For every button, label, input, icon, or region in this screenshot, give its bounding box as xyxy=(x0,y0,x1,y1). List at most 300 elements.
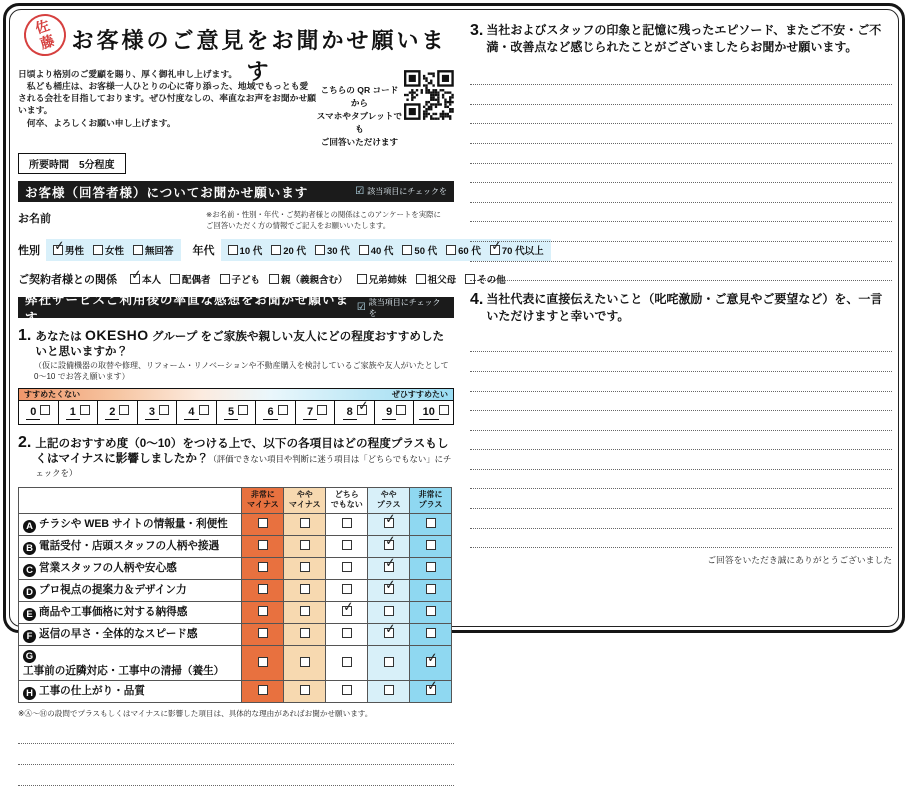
matrix-cell-A-4[interactable] xyxy=(410,513,452,535)
qr-caption-line: こちらの QR コードから xyxy=(317,84,403,110)
row-letter-badge: E xyxy=(23,608,36,621)
check-note-label: 該当項目にチェックを xyxy=(369,297,447,319)
scale-number: 6 xyxy=(263,406,277,420)
relation-option-label: 子ども xyxy=(232,272,261,286)
relation-options xyxy=(123,268,513,290)
relation-checkbox[interactable] xyxy=(130,274,140,284)
matrix-cell-A-0[interactable] xyxy=(242,513,284,535)
scale-checkbox-2[interactable] xyxy=(119,405,129,415)
matrix-checkbox-B-3[interactable] xyxy=(384,540,394,550)
scale-right-label: ぜひすすめたい xyxy=(392,389,448,400)
question-4 xyxy=(470,291,892,325)
name-write-area[interactable] xyxy=(78,210,206,232)
relation-checkbox[interactable] xyxy=(170,274,180,284)
scale-cell-2[interactable] xyxy=(98,401,138,424)
checkmark-icon: ✓ xyxy=(357,399,369,413)
row-letter-badge: F xyxy=(23,630,36,643)
scale-cell-7[interactable] xyxy=(296,401,336,424)
scale-number: 4 xyxy=(184,406,198,420)
checked-box-icon: ☑ xyxy=(357,302,366,313)
question-1-subtext: （仮に設備機器の取替や修理、リフォーム・リノベーションや不動産購入を検討しているご家族や友人がいたとして 0～10 でお答え願います） xyxy=(34,361,454,382)
survey-sheet xyxy=(3,3,905,633)
matrix-checkbox-C-4[interactable] xyxy=(426,562,436,572)
scale-cell-4[interactable] xyxy=(177,401,217,424)
matrix-row-text: 電話受付・店頭スタッフの人柄や接遇 xyxy=(39,540,219,552)
matrix-checkbox-A-0[interactable] xyxy=(258,518,268,528)
name-note xyxy=(206,210,454,231)
matrix-cell-F-1[interactable] xyxy=(284,623,326,645)
matrix-row-label-B xyxy=(19,535,242,557)
matrix-cell-A-3[interactable] xyxy=(368,513,410,535)
relation-option-label: 祖父母 xyxy=(428,272,457,286)
nps-scale-cells xyxy=(19,401,453,424)
age-checkbox[interactable] xyxy=(402,245,412,255)
gender-checkbox[interactable] xyxy=(93,245,103,255)
matrix-cell-H-3[interactable] xyxy=(368,680,410,702)
age-checkbox[interactable] xyxy=(446,245,456,255)
checkmark-icon: ✓ xyxy=(426,650,438,664)
thanks-message: ご回答をいただき誠にありがとうございました xyxy=(470,553,892,566)
matrix-checkbox-D-3[interactable] xyxy=(384,584,394,594)
matrix-checkbox-F-0[interactable] xyxy=(258,628,268,638)
matrix-checkbox-F-1[interactable] xyxy=(300,628,310,638)
matrix-checkbox-D-2[interactable] xyxy=(342,584,352,594)
matrix-column-header-line: プラス xyxy=(410,500,451,510)
matrix-cell-G-1[interactable] xyxy=(284,645,326,680)
option-relation[interactable] xyxy=(130,272,161,286)
matrix-row-E xyxy=(19,601,452,623)
matrix-checkbox-F-3[interactable] xyxy=(384,628,394,638)
matrix-checkbox-E-2[interactable] xyxy=(342,606,352,616)
intro-line: 日頃より格別のご愛顧を賜り、厚く御礼申し上げます。 xyxy=(18,68,317,80)
write-line[interactable] xyxy=(470,529,892,549)
matrix-column-header-2 xyxy=(326,487,368,513)
checkmark-icon: ✓ xyxy=(342,600,354,614)
question-4-write-lines xyxy=(470,333,892,549)
reason-write-lines xyxy=(18,723,454,786)
scale-cell-8[interactable] xyxy=(335,401,375,424)
write-line[interactable] xyxy=(470,372,892,392)
relation-option-label: その他 xyxy=(477,272,506,286)
scale-number: 0 xyxy=(26,406,40,420)
matrix-row-text: 工事の仕上がり・品質 xyxy=(39,685,145,697)
matrix-cell-B-4[interactable] xyxy=(410,535,452,557)
age-checkbox[interactable] xyxy=(359,245,369,255)
matrix-checkbox-A-4[interactable] xyxy=(426,518,436,528)
option-gender[interactable] xyxy=(93,243,124,257)
option-relation[interactable] xyxy=(416,272,457,286)
scale-checkbox-7[interactable] xyxy=(317,405,327,415)
matrix-checkbox-D-0[interactable] xyxy=(258,584,268,594)
matrix-cell-F-4[interactable] xyxy=(410,623,452,645)
duration-box: 所要時間 5分程度 xyxy=(18,153,126,174)
scale-checkbox-3[interactable] xyxy=(159,405,169,415)
matrix-cell-G-3[interactable] xyxy=(368,645,410,680)
write-line[interactable] xyxy=(470,450,892,470)
scale-left-label: すすめたくない xyxy=(24,389,80,400)
age-label: 年代 xyxy=(193,242,215,258)
matrix-checkbox-B-4[interactable] xyxy=(426,540,436,550)
matrix-row-label-G xyxy=(19,645,242,680)
checkmark-icon: ✓ xyxy=(53,239,65,253)
matrix-cell-C-4[interactable] xyxy=(410,557,452,579)
question-2-subtext: （評価できない項目や判断に迷う項目は「どちらでもない」にチェックを） xyxy=(35,454,451,478)
question-1-number: 1. xyxy=(18,327,31,345)
matrix-cell-A-2[interactable] xyxy=(326,513,368,535)
matrix-cell-E-1[interactable] xyxy=(284,601,326,623)
relation-checkbox[interactable] xyxy=(269,274,279,284)
matrix-checkbox-H-0[interactable] xyxy=(258,685,268,695)
scale-number: 1 xyxy=(66,406,80,420)
matrix-cell-E-3[interactable] xyxy=(368,601,410,623)
matrix-cell-D-1[interactable] xyxy=(284,579,326,601)
row-letter-badge: G xyxy=(23,650,36,663)
relation-checkbox[interactable] xyxy=(357,274,367,284)
age-option-label: 10 代 xyxy=(240,243,263,257)
checkmark-icon: ✓ xyxy=(384,512,396,526)
matrix-column-header-line: プラス xyxy=(368,500,409,510)
impact-matrix-table xyxy=(18,487,452,703)
option-age[interactable] xyxy=(315,243,350,257)
matrix-cell-E-4[interactable] xyxy=(410,601,452,623)
scale-checkbox-4[interactable] xyxy=(199,405,209,415)
matrix-checkbox-B-0[interactable] xyxy=(258,540,268,550)
option-gender[interactable] xyxy=(133,243,174,257)
scale-cell-5[interactable] xyxy=(217,401,257,424)
row-letter-badge: B xyxy=(23,542,36,555)
matrix-cell-B-0[interactable] xyxy=(242,535,284,557)
matrix-column-header-line: マイナス xyxy=(242,500,283,510)
write-line[interactable] xyxy=(470,352,892,372)
matrix-row-A xyxy=(19,513,452,535)
matrix-checkbox-G-0[interactable] xyxy=(258,657,268,667)
section-header-feedback xyxy=(18,297,454,318)
section-header-about xyxy=(18,181,454,202)
question-2-text: 上記のおすすめ度（0～10）をつける上で、以下の各項目はどの程度プラスもしくはマイナスに影響しましたか？（評価できない項目や判断に迷う項目は「どちらでもない」にチェックを） xyxy=(35,437,454,480)
matrix-row-label-E xyxy=(19,601,242,623)
checkmark-icon: ✓ xyxy=(384,578,396,592)
matrix-checkbox-B-1[interactable] xyxy=(300,540,310,550)
scale-checkbox-5[interactable] xyxy=(238,405,248,415)
question-2 xyxy=(18,434,454,480)
matrix-checkbox-A-2[interactable] xyxy=(342,518,352,528)
matrix-cell-B-3[interactable] xyxy=(368,535,410,557)
matrix-row-text: 返信の早さ・全体的なスピード感 xyxy=(39,628,197,640)
matrix-row-D xyxy=(19,579,452,601)
write-line[interactable] xyxy=(470,489,892,509)
relation-option-label: 兄弟姉妹 xyxy=(369,272,407,286)
left-page xyxy=(18,14,454,624)
option-relation[interactable] xyxy=(220,272,261,286)
checkmark-icon: ✓ xyxy=(384,622,396,636)
matrix-column-header-line: 非常に xyxy=(242,490,283,500)
write-line[interactable] xyxy=(470,262,892,282)
age-option-label: 40 代 xyxy=(371,243,394,257)
name-label: お名前 xyxy=(18,210,78,226)
write-line[interactable] xyxy=(18,744,454,765)
matrix-column-header-3 xyxy=(368,487,410,513)
matrix-column-header-0 xyxy=(242,487,284,513)
scale-number: 8 xyxy=(343,406,357,420)
relation-label: ご契約者様との関係 xyxy=(18,271,117,287)
section-header-feedback-label: 弊社サービスご利用後の率直な感想をお聞かせ願います xyxy=(25,290,357,326)
write-line[interactable] xyxy=(470,124,892,144)
matrix-cell-C-0[interactable] xyxy=(242,557,284,579)
write-line[interactable] xyxy=(470,509,892,529)
age-option-label: 50 代 xyxy=(414,243,437,257)
matrix-checkbox-B-2[interactable] xyxy=(342,540,352,550)
matrix-row-F xyxy=(19,623,452,645)
matrix-cell-H-1[interactable] xyxy=(284,680,326,702)
scale-cell-1[interactable] xyxy=(59,401,99,424)
question-1-text: あなたは OKESHO グループ をご家族や親しい友人にどの程度おすすめしたいと思いますか？ xyxy=(35,327,454,359)
matrix-row-text: プロ視点の提案力＆デザイン力 xyxy=(39,584,187,596)
matrix-cell-F-2[interactable] xyxy=(326,623,368,645)
question-3-number: 3. xyxy=(470,22,483,40)
matrix-cell-D-4[interactable] xyxy=(410,579,452,601)
brand-name: OKESHO xyxy=(85,327,149,343)
matrix-column-header-line: やや xyxy=(284,490,325,500)
write-line[interactable] xyxy=(470,105,892,125)
matrix-checkbox-E-0[interactable] xyxy=(258,606,268,616)
matrix-checkbox-G-1[interactable] xyxy=(300,657,310,667)
age-option-label: 60 代 xyxy=(458,243,481,257)
matrix-cell-H-4[interactable] xyxy=(410,680,452,702)
matrix-checkbox-H-3[interactable] xyxy=(384,685,394,695)
relation-checkbox[interactable] xyxy=(416,274,426,284)
scale-cell-3[interactable] xyxy=(138,401,178,424)
checkmark-icon: ✓ xyxy=(384,534,396,548)
checkmark-icon: ✓ xyxy=(384,556,396,570)
matrix-cell-B-2[interactable] xyxy=(326,535,368,557)
matrix-checkbox-E-1[interactable] xyxy=(300,606,310,616)
matrix-checkbox-C-2[interactable] xyxy=(342,562,352,572)
write-line[interactable] xyxy=(18,765,454,786)
nps-scale xyxy=(18,388,454,425)
matrix-checkbox-H-4[interactable] xyxy=(426,685,436,695)
matrix-column-header-line: どちら xyxy=(326,490,367,500)
matrix-cell-H-2[interactable] xyxy=(326,680,368,702)
matrix-cell-C-1[interactable] xyxy=(284,557,326,579)
matrix-cell-A-1[interactable] xyxy=(284,513,326,535)
matrix-checkbox-F-4[interactable] xyxy=(426,628,436,638)
matrix-row-text: 営業スタッフの人柄や安心感 xyxy=(39,562,177,574)
matrix-cell-F-0[interactable] xyxy=(242,623,284,645)
matrix-row-text: 工事前の近隣対応・工事中の清掃（養生） xyxy=(23,665,224,677)
nps-scale-gradient xyxy=(19,389,453,401)
matrix-row-label-A xyxy=(19,513,242,535)
scale-number: 10 xyxy=(419,406,439,420)
write-line[interactable] xyxy=(18,723,454,744)
matrix-checkbox-A-3[interactable] xyxy=(384,518,394,528)
option-gender[interactable] xyxy=(53,243,84,257)
scale-cell-0[interactable] xyxy=(19,401,59,424)
row-letter-badge: C xyxy=(23,564,36,577)
matrix-cell-G-4[interactable] xyxy=(410,645,452,680)
scale-number: 7 xyxy=(303,406,317,420)
gender-checkbox[interactable] xyxy=(53,245,63,255)
matrix-checkbox-D-4[interactable] xyxy=(426,584,436,594)
option-age[interactable] xyxy=(228,243,263,257)
write-line[interactable] xyxy=(470,222,892,242)
checkmark-icon: ✓ xyxy=(426,679,438,693)
scale-number: 2 xyxy=(105,406,119,420)
matrix-cell-D-2[interactable] xyxy=(326,579,368,601)
name-note-line: ご回答いただく方の情報でご記入をお願いいたします。 xyxy=(206,221,454,232)
write-line[interactable] xyxy=(470,431,892,451)
matrix-cell-F-3[interactable] xyxy=(368,623,410,645)
matrix-column-header-line: 非常に xyxy=(410,490,451,500)
write-line[interactable] xyxy=(470,392,892,412)
matrix-cell-C-2[interactable] xyxy=(326,557,368,579)
gender-option-label: 男性 xyxy=(65,243,84,257)
matrix-checkbox-H-2[interactable] xyxy=(342,685,352,695)
matrix-row-label-H xyxy=(19,680,242,702)
matrix-checkbox-G-3[interactable] xyxy=(384,657,394,667)
write-line[interactable] xyxy=(470,66,892,86)
matrix-column-header-line: でもない xyxy=(326,500,367,510)
matrix-checkbox-E-3[interactable] xyxy=(384,606,394,616)
matrix-row-C xyxy=(19,557,452,579)
matrix-checkbox-F-2[interactable] xyxy=(342,628,352,638)
question-2-number: 2. xyxy=(18,434,31,452)
relation-option-label: 本人 xyxy=(142,272,161,286)
option-age[interactable] xyxy=(359,243,394,257)
question-3-write-lines xyxy=(470,66,892,282)
write-line[interactable] xyxy=(470,470,892,490)
checked-box-icon: ☑ xyxy=(355,186,364,197)
matrix-cell-G-2[interactable] xyxy=(326,645,368,680)
write-line[interactable] xyxy=(470,242,892,262)
option-age[interactable] xyxy=(402,243,437,257)
write-line[interactable] xyxy=(470,333,892,353)
matrix-checkbox-C-3[interactable] xyxy=(384,562,394,572)
age-checkbox[interactable] xyxy=(271,245,281,255)
matrix-note: ※Ⓐ～Ⓗの設問でプラスもしくはマイナスに影響した項目は、具体的な理由があればお聞かせ願います。 xyxy=(18,708,454,719)
row-letter-badge: A xyxy=(23,520,36,533)
scale-checkbox-9[interactable] xyxy=(396,405,406,415)
row-letter-badge: H xyxy=(23,687,36,700)
matrix-checkbox-D-1[interactable] xyxy=(300,584,310,594)
hanko-stamp: 佐藤 xyxy=(19,9,72,62)
matrix-column-header-4 xyxy=(410,487,452,513)
scale-number: 3 xyxy=(145,406,159,420)
matrix-corner-cell xyxy=(19,487,242,513)
matrix-row-text: チラシや WEB サイトの情報量・利便性 xyxy=(39,518,228,530)
age-checkbox[interactable] xyxy=(228,245,238,255)
scale-number: 5 xyxy=(224,406,238,420)
matrix-column-header-line: マイナス xyxy=(284,500,325,510)
qr-caption-line: ご回答いただけます xyxy=(317,136,403,149)
scale-cell-9[interactable] xyxy=(375,401,415,424)
option-age[interactable] xyxy=(271,243,306,257)
option-relation[interactable] xyxy=(269,272,348,286)
page-title: お客様のご意見をお聞かせ願います xyxy=(18,14,454,86)
check-note xyxy=(355,186,447,197)
matrix-column-header-line: やや xyxy=(368,490,409,500)
matrix-cell-G-0[interactable] xyxy=(242,645,284,680)
qr-caption-line: スマホやタブレットでも xyxy=(317,110,403,136)
matrix-cell-B-1[interactable] xyxy=(284,535,326,557)
check-note xyxy=(357,297,447,319)
matrix-cell-C-3[interactable] xyxy=(368,557,410,579)
question-1 xyxy=(18,327,454,382)
age-option-label: 70 代以上 xyxy=(502,243,544,257)
matrix-cell-D-3[interactable] xyxy=(368,579,410,601)
matrix-cell-E-2[interactable] xyxy=(326,601,368,623)
age-option-label: 20 代 xyxy=(283,243,306,257)
matrix-row-B xyxy=(19,535,452,557)
age-checkbox[interactable] xyxy=(315,245,325,255)
name-note-line: ※お名前・性別・年代・ご契約者様との関係はこのアンケートを実際に xyxy=(206,210,454,221)
scale-checkbox-8[interactable] xyxy=(357,405,367,415)
relation-option-label: 配偶者 xyxy=(182,272,211,286)
gender-checkbox[interactable] xyxy=(133,245,143,255)
scale-checkbox-1[interactable] xyxy=(80,405,90,415)
matrix-row-H xyxy=(19,680,452,702)
right-page xyxy=(470,14,892,624)
matrix-row-text: 商品や工事価格に対する納得感 xyxy=(39,606,187,618)
gender-label: 性別 xyxy=(18,242,40,258)
matrix-checkbox-H-1[interactable] xyxy=(300,685,310,695)
matrix-row-label-D xyxy=(19,579,242,601)
matrix-row-label-C xyxy=(19,557,242,579)
write-line[interactable] xyxy=(470,164,892,184)
question-4-text: 当社代表に直接伝えたいこと（叱咤激励・ご意見やご要望など）を、一言いただけますと幸いです。 xyxy=(486,291,892,325)
matrix-header-row xyxy=(19,487,452,513)
gender-option-label: 女性 xyxy=(105,243,124,257)
checkmark-icon: ✓ xyxy=(130,268,142,282)
section-header-about-label: お客様（回答者様）についてお聞かせ願います xyxy=(25,183,308,201)
scale-checkbox-0[interactable] xyxy=(40,405,50,415)
relation-option-label: 親（義親含む） xyxy=(281,272,348,286)
write-line[interactable] xyxy=(470,183,892,203)
check-note-label: 該当項目にチェックを xyxy=(367,186,447,197)
checkmark-icon: ✓ xyxy=(490,239,502,253)
option-relation[interactable] xyxy=(170,272,211,286)
matrix-cell-E-0[interactable] xyxy=(242,601,284,623)
write-line[interactable] xyxy=(470,203,892,223)
relation-checkbox[interactable] xyxy=(220,274,230,284)
gender-option-label: 無回答 xyxy=(145,243,174,257)
write-line[interactable] xyxy=(470,144,892,164)
question-3 xyxy=(470,22,892,56)
matrix-checkbox-C-0[interactable] xyxy=(258,562,268,572)
matrix-column-header-1 xyxy=(284,487,326,513)
scale-checkbox-10[interactable] xyxy=(439,405,449,415)
matrix-checkbox-G-4[interactable] xyxy=(426,657,436,667)
age-option-label: 30 代 xyxy=(327,243,350,257)
matrix-checkbox-G-2[interactable] xyxy=(342,657,352,667)
scale-number: 9 xyxy=(382,406,396,420)
scale-checkbox-6[interactable] xyxy=(278,405,288,415)
matrix-checkbox-A-1[interactable] xyxy=(300,518,310,528)
matrix-row-G xyxy=(19,645,452,680)
write-line[interactable] xyxy=(470,85,892,105)
matrix-checkbox-C-1[interactable] xyxy=(300,562,310,572)
matrix-checkbox-E-4[interactable] xyxy=(426,606,436,616)
gender-options xyxy=(46,239,181,261)
scale-cell-10[interactable] xyxy=(414,401,453,424)
matrix-cell-D-0[interactable] xyxy=(242,579,284,601)
option-relation[interactable] xyxy=(357,272,407,286)
question-3-text: 当社およびスタッフの印象と記憶に残ったエピソード、またご不安・ご不満・改善点など感じられたことがございましたらお聞かせ願います。 xyxy=(486,22,892,56)
matrix-row-label-F xyxy=(19,623,242,645)
write-line[interactable] xyxy=(470,411,892,431)
intro-line: 私ども桶庄は、お客様一人ひとりの心に寄り添った、地域でもっとも愛される会社を目指しております。ぜひ忖度なしの、率直なお声をお聞かせ願います。 xyxy=(18,80,317,116)
scale-cell-6[interactable] xyxy=(256,401,296,424)
matrix-cell-H-0[interactable] xyxy=(242,680,284,702)
